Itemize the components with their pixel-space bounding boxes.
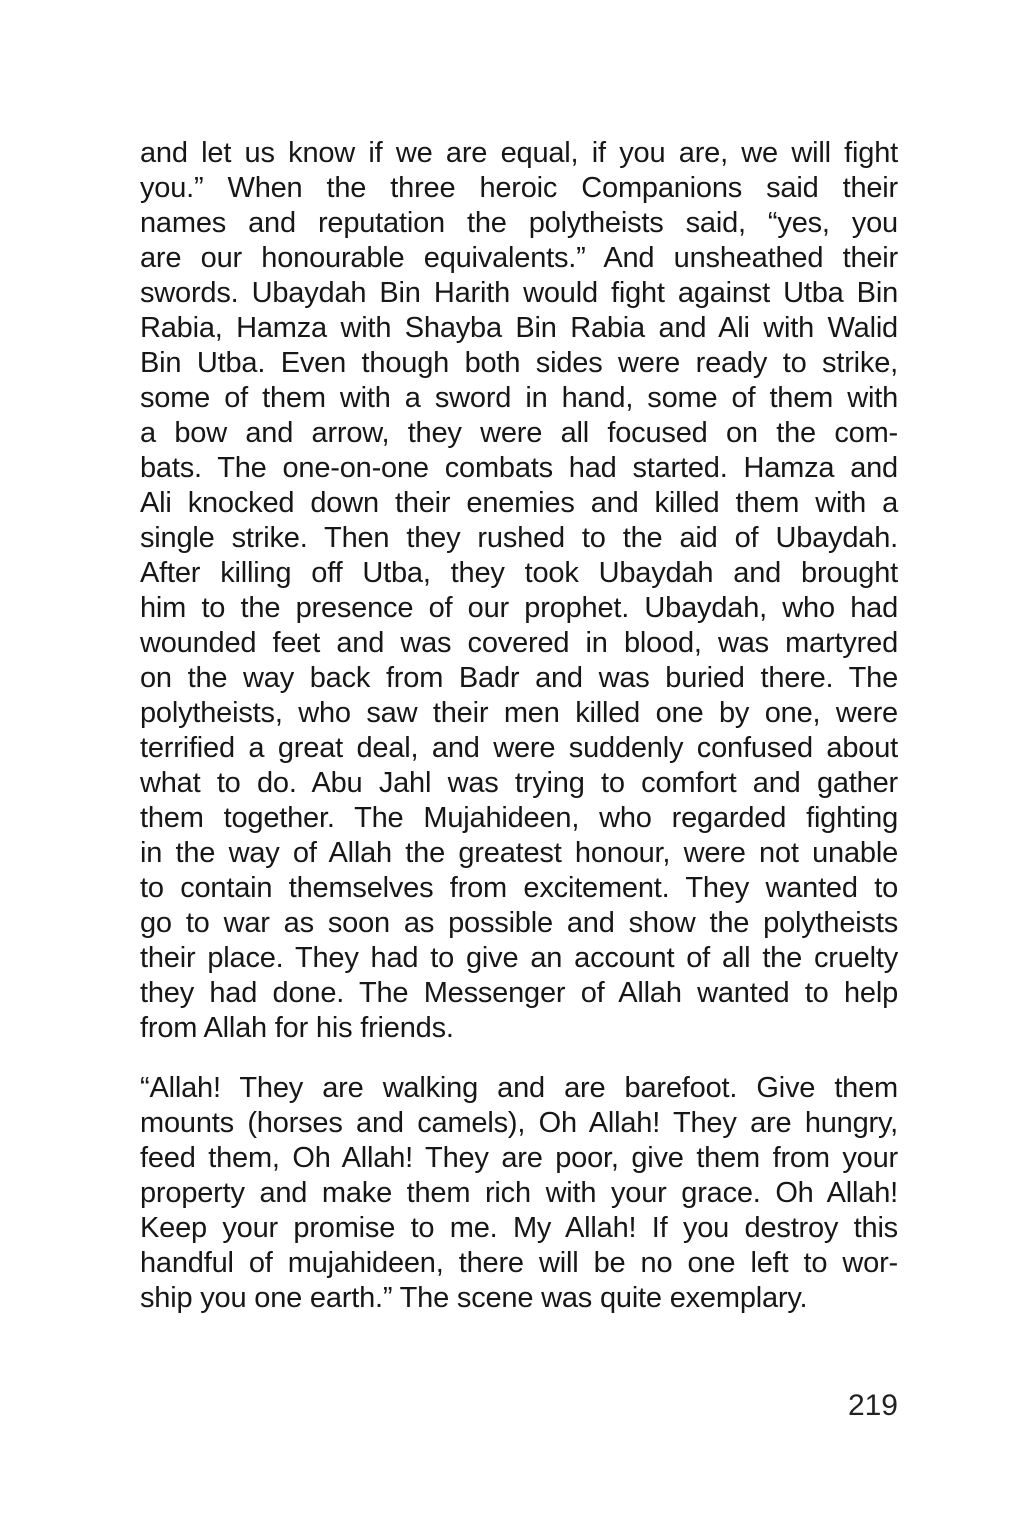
text-line: their place. They had to give an account of all the cruelty [140, 942, 898, 974]
text-line: single strike. Then they rushed to the aid of Ubaydah. [140, 522, 898, 554]
text-line: to contain themselves from excitement. They wanted to [140, 872, 898, 904]
page-number: 219 [847, 1389, 898, 1422]
text-line: some of them with a sword in hand, some of them with [140, 382, 898, 414]
text-line: they had done. The Messenger of Allah wanted to help [140, 977, 898, 1009]
text-line: Ali knocked down their enemies and killed them with a [140, 487, 898, 519]
text-line: Rabia, Hamza with Shayba Bin Rabia and Ali with Walid [140, 312, 898, 344]
text-line: on the way back from Badr and was buried there. The [140, 662, 898, 694]
text-line: bats. The one-on-one combats had started. Hamza and [140, 452, 898, 484]
text-line: them together. The Mujahideen, who regarded fighting [140, 802, 898, 834]
text-line: ship you one earth.” The scene was quite exemplary. [140, 1282, 808, 1314]
text-line: from Allah for his friends. [140, 1012, 454, 1044]
text-line: After killing off Utba, they took Ubaydah and brought [140, 557, 898, 589]
paragraph-2 [140, 1071, 898, 1316]
text-line: terrified a great deal, and were suddenly confused about [140, 732, 898, 764]
text-line: swords. Ubaydah Bin Harith would fight against Utba Bin [140, 277, 898, 309]
paragraph-1 [140, 136, 898, 1046]
text-line: Keep your promise to me. My Allah! If you destroy this [140, 1212, 898, 1244]
text-line: him to the presence of our prophet. Ubaydah, who had [140, 592, 898, 624]
text-line: a bow and arrow, they were all focused on the com- [140, 417, 898, 449]
text-line: names and reputation the polytheists said, “yes, you [140, 207, 898, 239]
text-line: property and make them rich with your grace. Oh Allah! [140, 1177, 898, 1209]
text-line: polytheists, who saw their men killed one by one, were [140, 697, 898, 729]
text-line: go to war as soon as possible and show the polytheists [140, 907, 898, 939]
text-line: Bin Utba. Even though both sides were ready to strike, [140, 347, 898, 379]
text-line: are our honourable equivalents.” And unsheathed their [140, 242, 898, 274]
text-line: in the way of Allah the greatest honour, were not unable [140, 837, 898, 869]
text-line: and let us know if we are equal, if you are, we will fight [140, 137, 898, 169]
text-line: wounded feet and was covered in blood, was martyred [140, 627, 898, 659]
text-line: feed them, Oh Allah! They are poor, give them from your [140, 1142, 898, 1174]
text-line: “Allah! They are walking and are barefoot. Give them [140, 1072, 898, 1104]
text-block [140, 136, 898, 1316]
text-line: mounts (horses and camels), Oh Allah! They are hungry, [140, 1107, 898, 1139]
text-line: what to do. Abu Jahl was trying to comfort and gather [140, 767, 898, 799]
text-line: handful of mujahideen, there will be no one left to wor- [140, 1247, 898, 1279]
text-line: you.” When the three heroic Companions said their [140, 172, 898, 204]
